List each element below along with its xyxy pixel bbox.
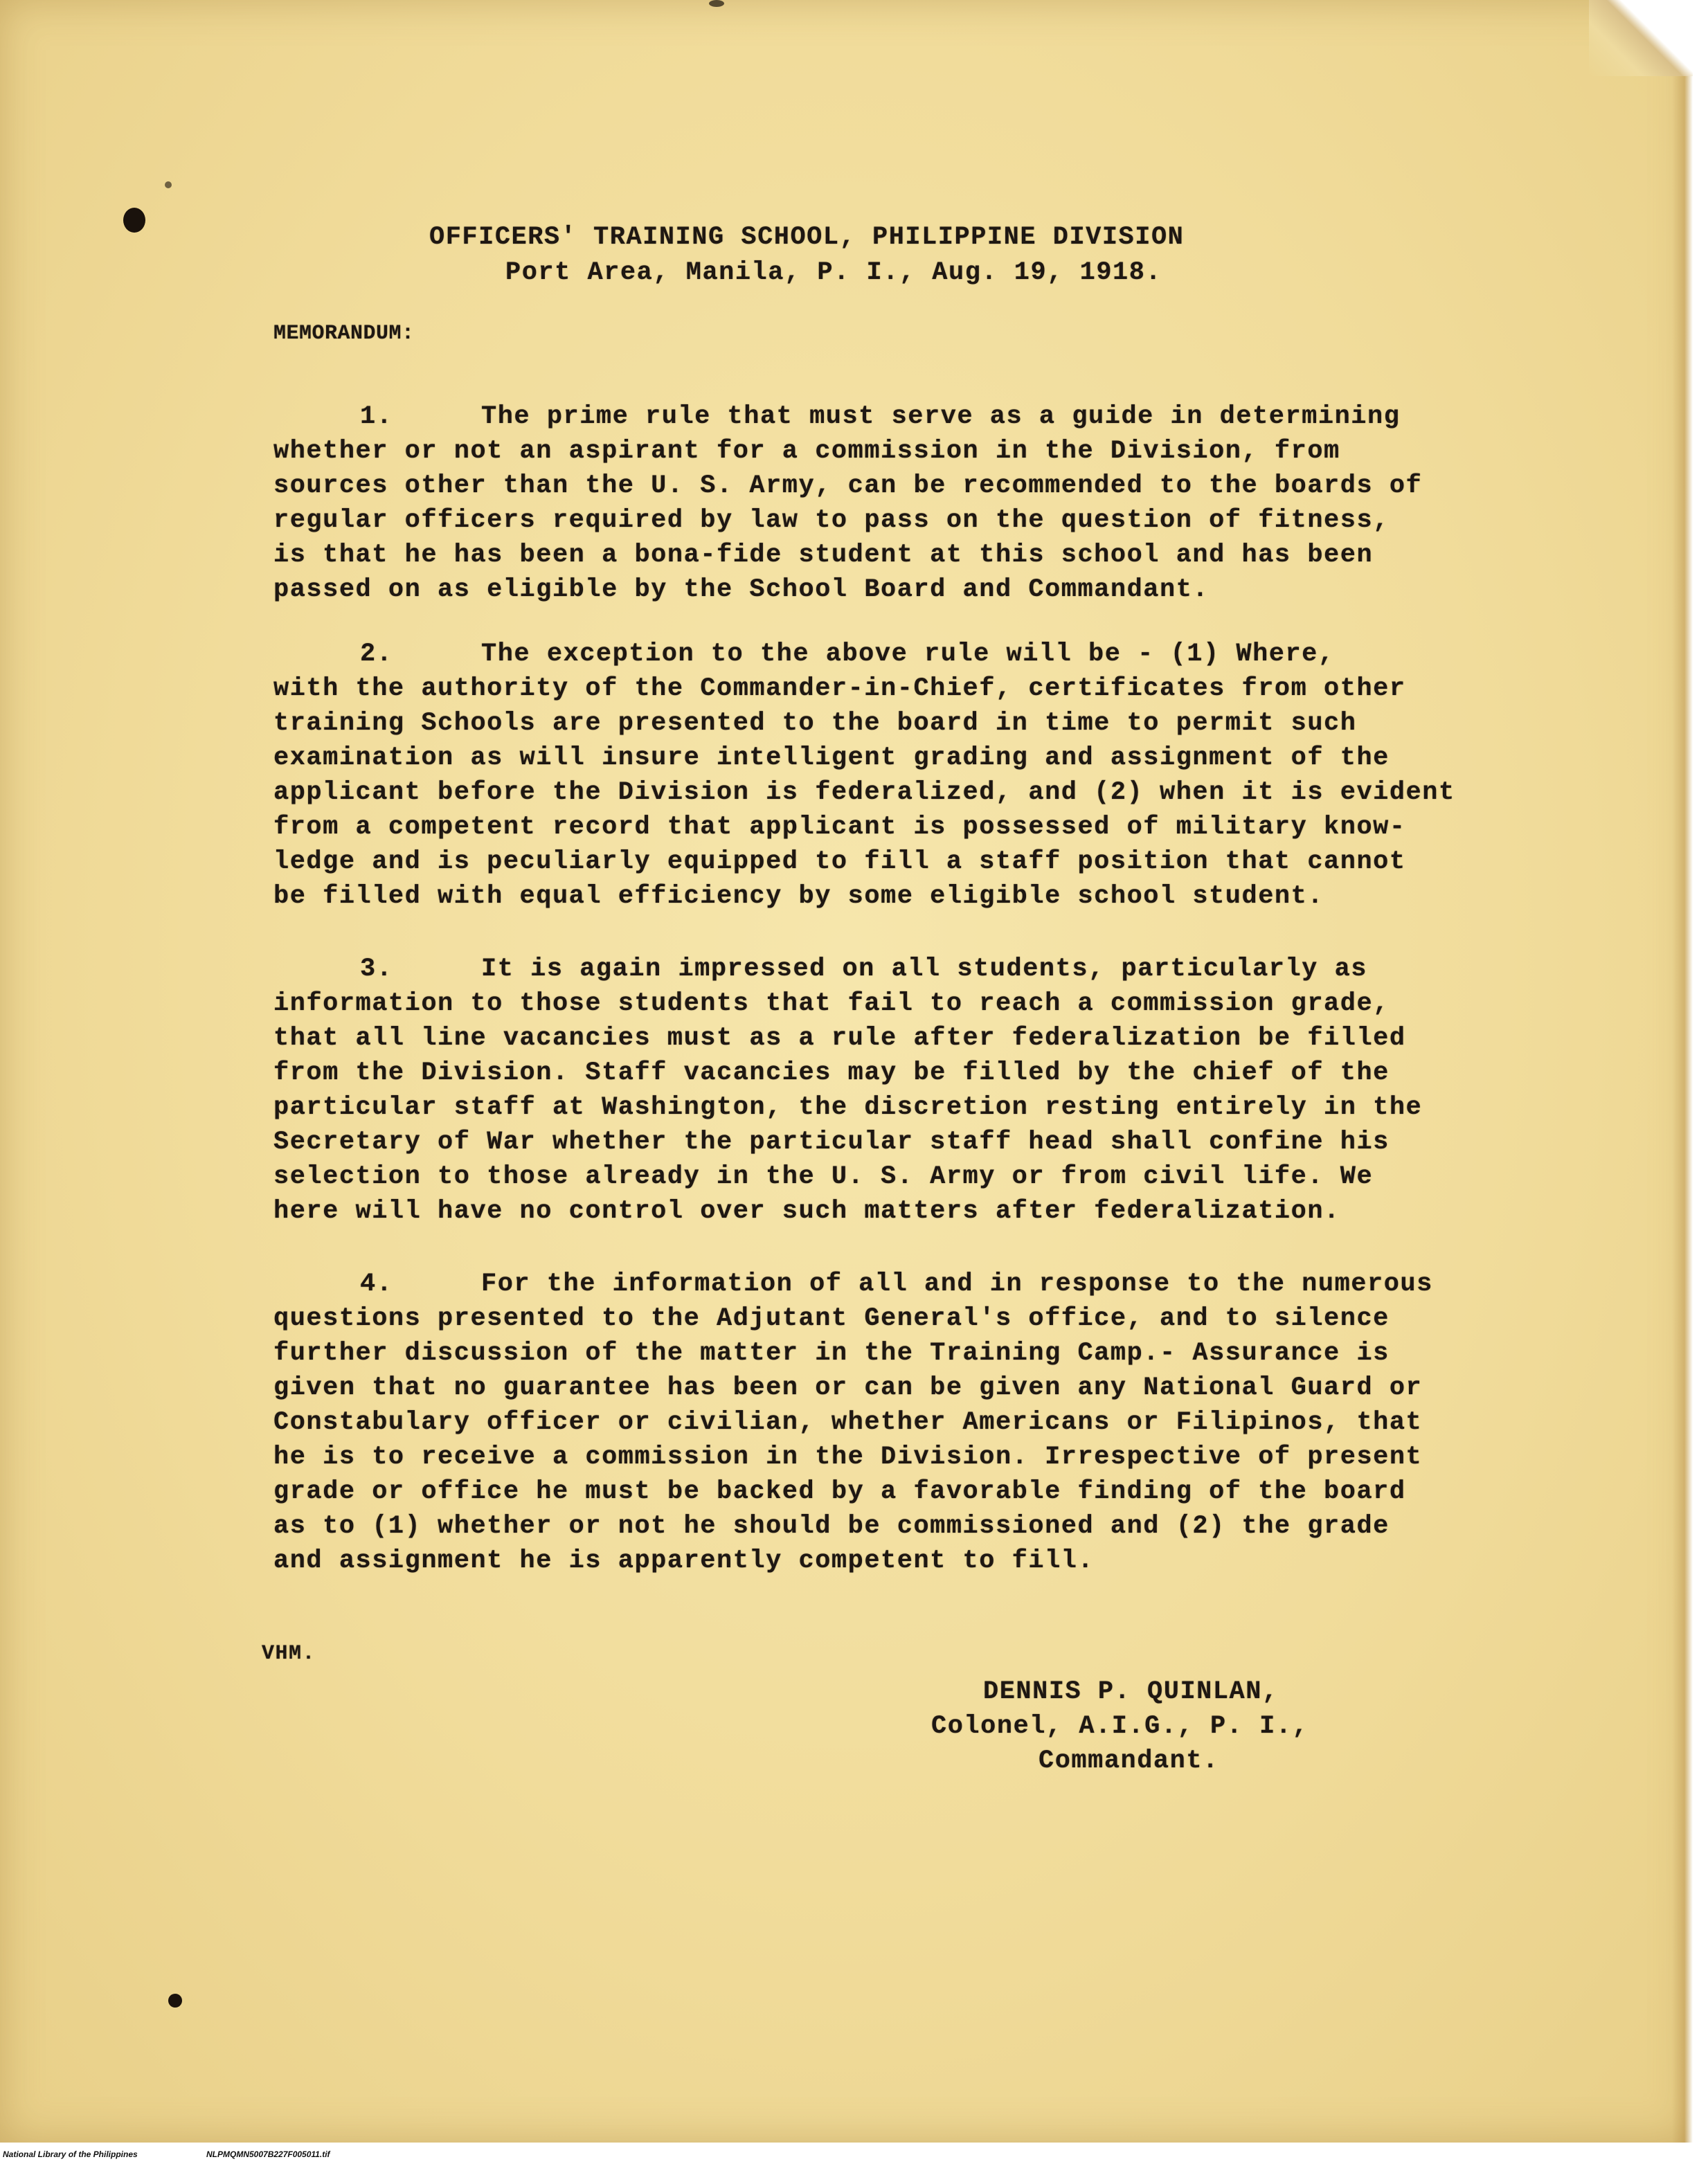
- ink-dot-bottom-left: [168, 1994, 182, 2008]
- paragraph-line: as to (1) whether or not he should be commissioned and (2) the grade: [273, 1512, 1390, 1541]
- paragraph-line: regular officers required by law to pass on the question of fitness,: [273, 506, 1390, 535]
- paragraph-line: 4. For the information of all and in response to the numerous: [273, 1267, 1540, 1301]
- paragraph-line: passed on as eligible by the School Board and Commandant.: [273, 575, 1210, 604]
- paragraph-line: given that no guarantee has been or can be given any National Guard or: [273, 1373, 1423, 1403]
- paper-corner-curl: [1589, 0, 1693, 76]
- memorandum-label: MEMORANDUM:: [273, 322, 415, 345]
- paragraph-line: particular staff at Washington, the discretion resting entirely in the: [273, 1093, 1423, 1122]
- paragraph-line: examination as will insure intelligent grading and assignment of the: [273, 743, 1390, 773]
- paragraph-line: applicant before the Division is federalized, and (2) when it is evident: [273, 778, 1455, 807]
- footer-library-name: National Library of the Philippines: [3, 2149, 138, 2159]
- paragraph-3: [273, 952, 1540, 1229]
- footer-file-id: NLPMQMN5007B227F005011.tif: [206, 2149, 330, 2159]
- paragraph-line: and assignment he is apparently competent to fill.: [273, 1547, 1095, 1576]
- paragraph-line: information to those students that fail to reach a commission grade,: [273, 989, 1390, 1018]
- paragraph-line: 3. It is again impressed on all students, particularly as: [273, 952, 1540, 986]
- paragraph-4: [273, 1267, 1540, 1578]
- paragraph-line: further discussion of the matter in the Training Camp.- Assurance is: [273, 1339, 1390, 1368]
- paragraph-line: from a competent record that applicant is possessed of military know-: [273, 813, 1406, 842]
- paragraph-number: 2.: [360, 640, 393, 669]
- paragraph-line: 1. The prime rule that must serve as a guide in determining: [273, 399, 1540, 434]
- paragraph-line: that all line vacancies must as a rule after federalization be filled: [273, 1024, 1406, 1053]
- paragraph-line: Secretary of War whether the particular staff head shall confine his: [273, 1128, 1390, 1157]
- paragraph-line: sources other than the U. S. Army, can be recommended to the boards of: [273, 471, 1423, 501]
- paragraph-line: from the Division. Staff vacancies may be filled by the chief of the: [273, 1058, 1390, 1088]
- paragraph-line: questions presented to the Adjutant General's office, and to silence: [273, 1304, 1390, 1333]
- paragraph-number: 3.: [360, 955, 393, 984]
- paragraph-line: 2. The exception to the above rule will be - (1) Where,: [273, 637, 1540, 671]
- paragraph-line: with the authority of the Commander-in-Chief, certificates from other: [273, 674, 1406, 703]
- header-school-name: OFFICERS' TRAINING SCHOOL, PHILIPPINE DIVISION: [429, 223, 1185, 252]
- paragraph-number: 4.: [360, 1270, 393, 1299]
- paragraph-line: grade or office he must be backed by a favorable finding of the board: [273, 1477, 1406, 1506]
- paragraph-line: whether or not an aspirant for a commission in the Division, from: [273, 437, 1340, 466]
- paragraph-line: training Schools are presented to the board in time to permit such: [273, 709, 1357, 738]
- paragraph-line: he is to receive a commission in the Division. Irrespective of present: [273, 1443, 1423, 1472]
- paragraph-line: selection to those already in the U. S. Army or from civil life. We: [273, 1162, 1374, 1191]
- ink-dot-top-center: [709, 0, 724, 7]
- paragraph-line: be filled with equal efficiency by some eligible school student.: [273, 882, 1324, 911]
- typist-initials: VHM.: [262, 1642, 316, 1666]
- paragraph-line: here will have no control over such matters after federalization.: [273, 1197, 1340, 1226]
- paragraph-1: [273, 399, 1540, 607]
- signature-name: DENNIS P. QUINLAN,: [983, 1677, 1279, 1706]
- paragraph-line: is that he has been a bona-fide student at this school and has been: [273, 541, 1374, 570]
- paper-right-edge: [1672, 76, 1693, 2143]
- header-place-date: Port Area, Manila, P. I., Aug. 19, 1918.: [505, 258, 1162, 287]
- signature-role: Commandant.: [1039, 1747, 1219, 1776]
- paragraph-line: ledge and is peculiarly equipped to fill a staff position that cannot: [273, 847, 1406, 876]
- paragraph-2: [273, 637, 1540, 914]
- paragraph-line: Constabulary officer or civilian, whether Americans or Filipinos, that: [273, 1408, 1423, 1437]
- signature-title: Colonel, A.I.G., P. I.,: [931, 1712, 1309, 1741]
- paragraph-number: 1.: [360, 402, 393, 431]
- ink-blot-top-left: [123, 208, 145, 233]
- ink-speck-top-left: [165, 181, 172, 188]
